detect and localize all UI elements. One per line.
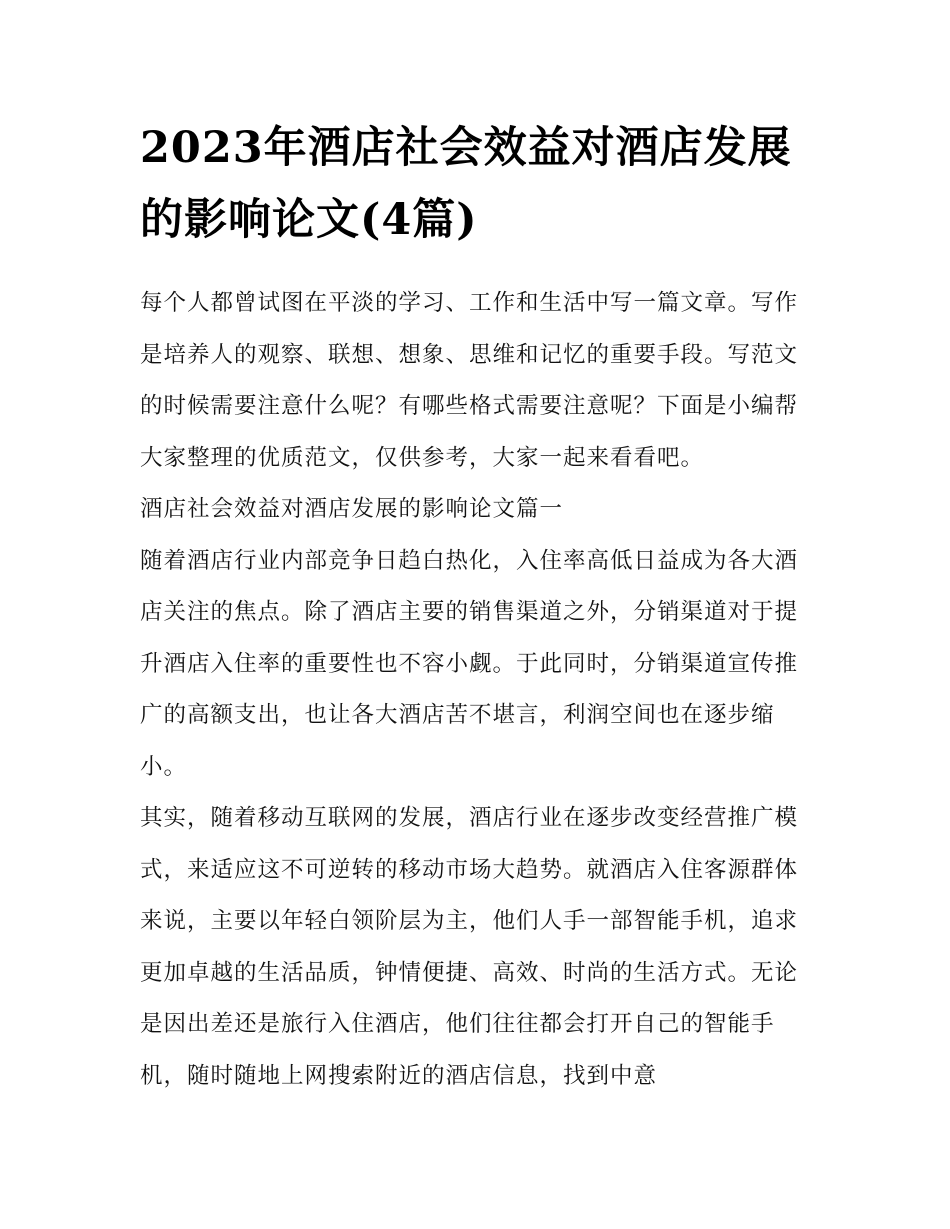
section-heading: 酒店社会效益对酒店发展的影响论文篇一: [140, 496, 564, 522]
document-body: [140, 278, 820, 1102]
body-paragraph-2: 其实，随着移动互联网的发展，酒店行业在逐步改变经营推广模式，来适应这不可逆转的移动市场大趋势。就酒店入住客源群体来说，主要以年轻白领阶层为主，他们人手一部智能手机，追求更加卓越的生活品质，钟情便捷、高效、时尚的生活方式。无论是因出差还是旅行入住酒店，他们往往都会打开自己的智能手机，随时随地上网搜索附近的酒店信息，找到中意: [140, 805, 799, 1089]
document-title: 2023年酒店社会效益对酒店发展的影响论文(4篇): [140, 123, 792, 245]
body-paragraph-1: 随着酒店行业内部竞争日趋白热化，入住率高低日益成为各大酒店关注的焦点。除了酒店主要的销售渠道之外，分销渠道对于提升酒店入住率的重要性也不容小觑。于此同时，分销渠道宣传推广的高额支出，也让各大酒店苦不堪言，利润空间也在逐步缩小。: [140, 547, 799, 780]
intro-paragraph: 每个人都曾试图在平淡的学习、工作和生活中写一篇文章。写作是培养人的观察、联想、想象、思维和记忆的重要手段。写范文的时候需要注意什么呢？有哪些格式需要注意呢？下面是小编帮大家整理的优质范文，仅供参考，大家一起来看看吧。: [140, 290, 799, 471]
